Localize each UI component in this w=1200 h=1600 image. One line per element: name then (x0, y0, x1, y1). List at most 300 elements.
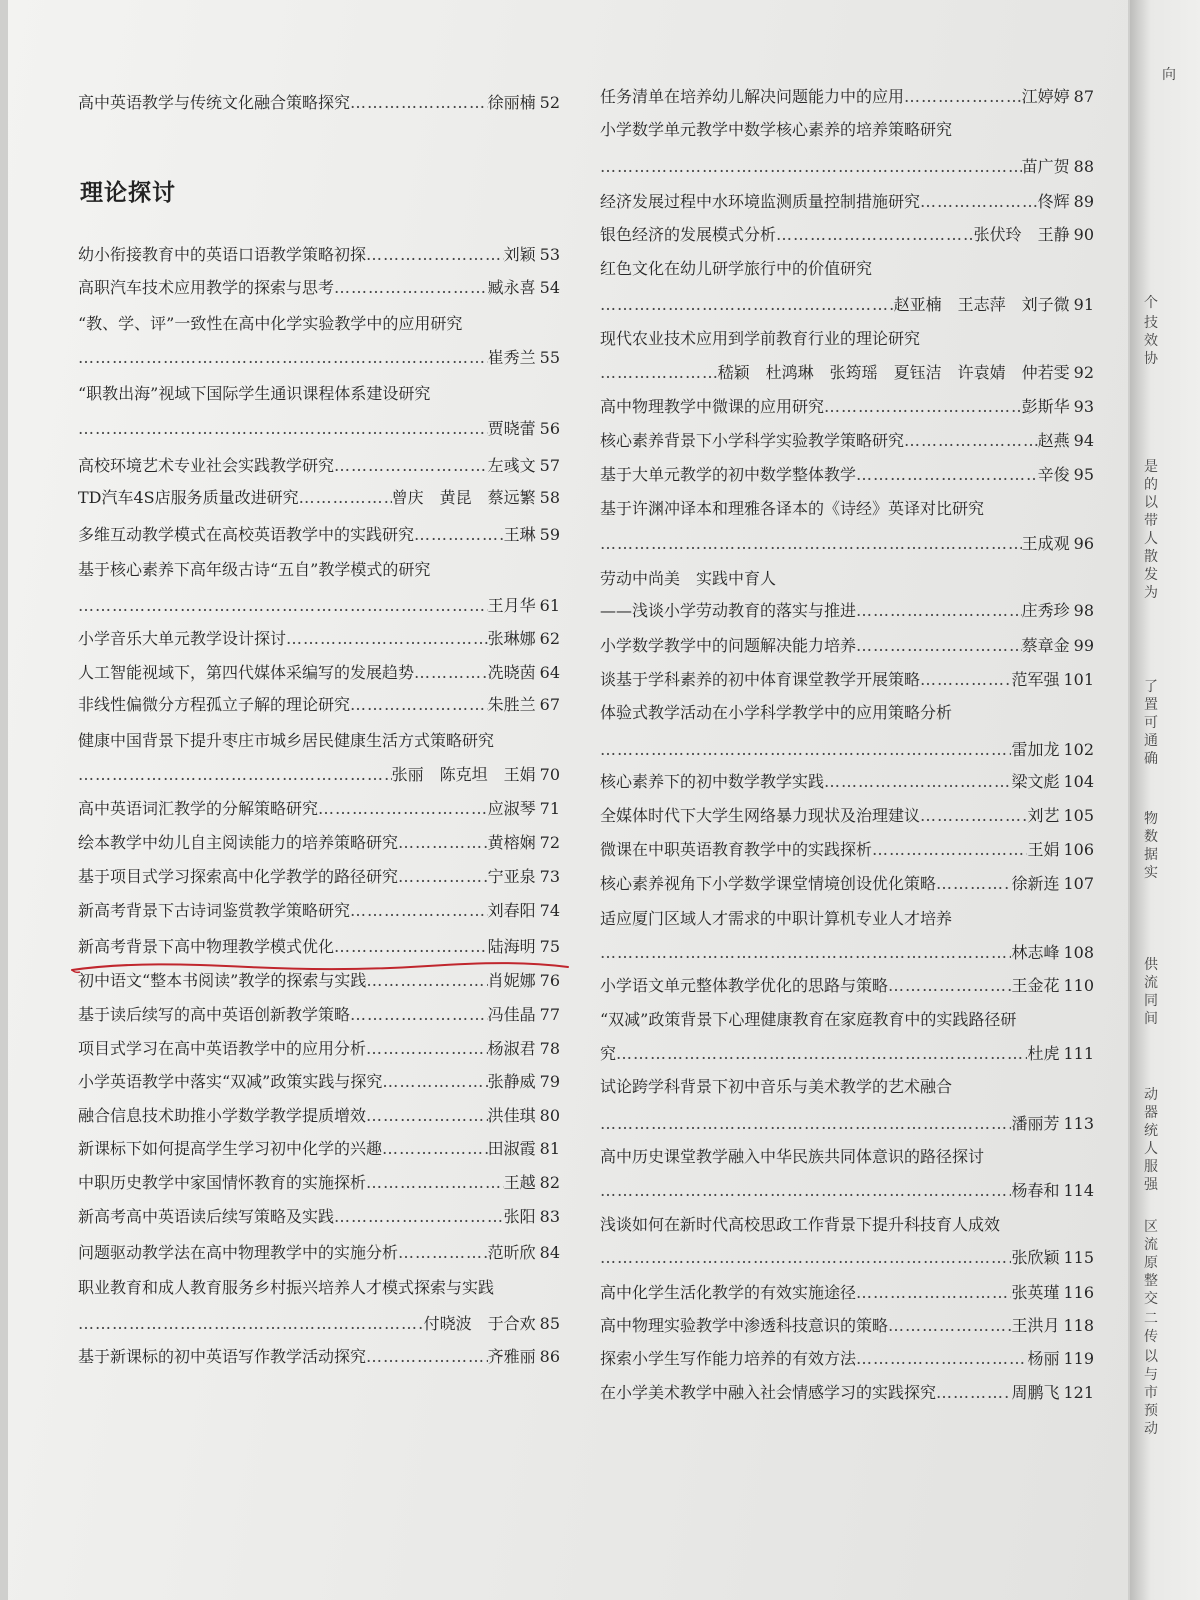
entry-author: 张欣颖 (1011, 1248, 1060, 1267)
toc-entry (78, 1069, 560, 1095)
entry-title: 高中英语词汇教学的分解策略研究 (78, 799, 319, 818)
entry-author: 朱胜兰 (487, 695, 536, 714)
adjacent-page-text-fragment: 以 (1144, 495, 1158, 511)
entry-page-number: 53 (539, 245, 560, 264)
dot-leader (600, 292, 894, 318)
dot-leader (78, 1311, 424, 1337)
entry-title: 新高考背景下古诗词鉴赏教学策略研究 (78, 901, 351, 920)
dot-leader (78, 593, 488, 619)
entry-page-number: 78 (539, 1039, 560, 1058)
toc-entry (78, 934, 560, 960)
adjacent-page-text-fragment: 置 (1144, 697, 1158, 713)
entry-title: 小学语文单元整体教学优化的思路与策略 (600, 976, 889, 995)
adjacent-page-text-fragment: 带 (1144, 513, 1158, 529)
toc-entry (600, 973, 1094, 999)
entry-author: 杨淑君 (487, 1039, 536, 1058)
entry-title: 经济发展过程中水环境监测质量控制措施研究 (600, 192, 921, 211)
dot-leader (286, 626, 488, 652)
adjacent-page-text-fragment: 动 (1144, 1087, 1158, 1103)
adjacent-page-text-fragment: 了 (1144, 679, 1158, 695)
toc-entry (78, 593, 560, 619)
adjacent-page-text-fragment: 人 (1144, 1141, 1158, 1157)
dot-leader (398, 1240, 488, 1266)
entry-title: 基于核心素养下高年级古诗“五自”教学模式的研究 (78, 560, 431, 579)
toc-entry (78, 90, 560, 116)
entry-title: 融合信息技术助推小学数学教学提质增效 (78, 1106, 367, 1125)
toc-entry (78, 416, 560, 442)
entry-author: 齐雅丽 (487, 1347, 536, 1366)
toc-entry (600, 394, 1094, 420)
entry-page-number: 76 (539, 971, 560, 990)
entry-page-number: 108 (1063, 943, 1094, 962)
entry-page-number: 75 (539, 937, 560, 956)
entry-author: 佟辉 (1037, 192, 1070, 211)
dot-leader (904, 84, 1022, 110)
toc-entry (600, 940, 1094, 966)
entry-title: 项目式学习在高中英语教学中的应用分析 (78, 1039, 367, 1058)
toc-entry (78, 692, 560, 718)
entry-page-number: 57 (539, 456, 560, 475)
toc-entry (600, 1144, 1094, 1170)
toc-entry (600, 292, 1094, 318)
toc-entry (600, 1212, 1094, 1238)
entry-title: 健康中国背景下提升枣庄市城乡居民健康生活方式策略研究 (78, 731, 495, 750)
adjacent-page-text-fragment: 统 (1144, 1123, 1158, 1139)
dot-leader (600, 360, 718, 386)
entry-page-number: 87 (1073, 87, 1094, 106)
entry-title: 谈基于学科素养的初中体育课堂教学开展策略 (600, 670, 921, 689)
entry-title: 微课在中职英语教育教学中的实践探析 (600, 840, 873, 859)
entry-author: 江婷婷 (1021, 87, 1070, 106)
dot-leader (600, 1111, 1011, 1137)
dot-leader (78, 345, 488, 371)
toc-entry (600, 326, 1094, 352)
toc-entry (78, 626, 560, 652)
entry-author: 张琳娜 (487, 629, 536, 648)
entry-author: 刘颖 (503, 245, 536, 264)
dot-leader (856, 1346, 1027, 1372)
adjacent-page-text-fragment: 协 (1144, 351, 1158, 367)
dot-leader (600, 1178, 1011, 1204)
entry-title: 核心素养背景下小学科学实验教学策略研究 (600, 431, 905, 450)
toc-entry (600, 1041, 1094, 1067)
adjacent-page-text-fragment: 动 (1144, 1421, 1158, 1437)
dot-leader (936, 1380, 1011, 1406)
dot-leader (414, 522, 504, 548)
toc-entry (78, 1170, 560, 1196)
adjacent-page-text-fragment: 发 (1144, 567, 1158, 583)
dot-leader (350, 1002, 488, 1028)
toc-entry (600, 496, 1094, 522)
entry-title: 基于许渊冲译本和理雅各译本的《诗经》英译对比研究 (600, 499, 985, 518)
dot-leader (334, 934, 488, 960)
dot-leader (366, 1036, 488, 1062)
toc-entry (600, 906, 1094, 932)
dot-leader (856, 633, 1022, 659)
entry-author: 应淑琴 (487, 799, 536, 818)
toc-entry (600, 667, 1094, 693)
entry-author: 辛俊 (1037, 465, 1070, 484)
adjacent-page-text-fragment: 供 (1144, 957, 1158, 973)
adjacent-page-text-fragment: 向 (1162, 67, 1176, 83)
toc-entry (600, 871, 1094, 897)
toc-entry (78, 242, 560, 268)
entry-page-number: 94 (1073, 431, 1094, 450)
toc-entry (78, 796, 560, 822)
entry-title: TD汽车4S店服务质量改进研究 (78, 488, 299, 507)
dot-leader (920, 667, 1011, 693)
entry-author: 肖妮娜 (487, 971, 536, 990)
entry-author: 贾晓蕾 (487, 419, 536, 438)
toc-entry (600, 1111, 1094, 1137)
entry-title: 试论跨学科背景下初中音乐与美术教学的艺术融合 (600, 1077, 953, 1096)
entry-page-number: 110 (1063, 976, 1094, 995)
dot-leader (78, 416, 488, 442)
entry-page-number: 121 (1063, 1383, 1094, 1402)
entry-page-number: 98 (1073, 601, 1094, 620)
entry-page-number: 81 (539, 1139, 560, 1158)
entry-page-number: 54 (539, 278, 560, 297)
entry-author: 黄榕娴 (487, 833, 536, 852)
entry-author: 冼晓茵 (487, 663, 536, 682)
adjacent-page-text-fragment: 服 (1144, 1159, 1158, 1175)
entry-title: 小学数学单元教学中数学核心素养的培养策略研究 (600, 120, 953, 139)
dot-leader (888, 973, 1011, 999)
entry-title: 非线性偏微分方程孤立子解的理论研究 (78, 695, 351, 714)
entry-page-number: 86 (539, 1347, 560, 1366)
adjacent-page-text-fragment: 散 (1144, 549, 1158, 565)
entry-title: 探索小学生写作能力培养的有效方法 (600, 1349, 857, 1368)
dot-leader (366, 242, 504, 268)
entry-title: 问题驱动教学法在高中物理教学中的实施分析 (78, 1243, 399, 1262)
entry-title: 在小学美术教学中融入社会情感学习的实践探究 (600, 1383, 937, 1402)
adjacent-page-edge (1130, 0, 1200, 1600)
entry-author: 宁亚泉 (487, 867, 536, 886)
entry-page-number: 118 (1063, 1316, 1094, 1335)
toc-entry (600, 598, 1094, 624)
entry-author: 杜虎 (1027, 1044, 1060, 1063)
entry-page-number: 113 (1063, 1114, 1094, 1133)
toc-entry (78, 1275, 560, 1301)
entry-title: 高职汽车技术应用教学的探索与思考 (78, 278, 335, 297)
toc-entry (78, 522, 560, 548)
entry-title: 幼小衔接教育中的英语口语教学策略初探 (78, 245, 367, 264)
dot-leader (856, 462, 1038, 488)
entry-title: 基于新课标的初中英语写作教学活动探究 (78, 1347, 367, 1366)
toc-entry (78, 830, 560, 856)
toc-entry (78, 1103, 560, 1129)
dot-leader (398, 830, 488, 856)
entry-author: 陆海明 (487, 937, 536, 956)
entry-author: 范军强 (1011, 670, 1060, 689)
toc-entry (600, 737, 1094, 763)
entry-author: 左彧文 (487, 456, 536, 475)
entry-title: 基于项目式学习探索高中化学教学的路径研究 (78, 867, 399, 886)
entry-title: 初中语文“整本书阅读”教学的探索与实践 (78, 971, 367, 990)
toc-entry (78, 381, 560, 407)
toc-entry (78, 1344, 560, 1370)
entry-author: 刘春阳 (487, 901, 536, 920)
entry-page-number: 105 (1063, 806, 1094, 825)
toc-entry (600, 700, 1094, 726)
entry-page-number: 71 (539, 799, 560, 818)
dot-leader (920, 803, 1027, 829)
entry-page-number: 79 (539, 1072, 560, 1091)
toc-entry (600, 1245, 1094, 1271)
entry-author: 王金花 (1011, 976, 1060, 995)
entry-page-number: 52 (539, 93, 560, 112)
entry-page-number: 99 (1073, 636, 1094, 655)
toc-entry (600, 803, 1094, 829)
adjacent-page-text-fragment: 据 (1144, 847, 1158, 863)
entry-page-number: 61 (539, 596, 560, 615)
entry-title: 基于读后续写的高中英语创新教学策略 (78, 1005, 351, 1024)
entry-page-number: 92 (1073, 363, 1094, 382)
entry-title: 高中历史课堂教学融入中华民族共同体意识的路径探讨 (600, 1147, 985, 1166)
entry-title: 新高考背景下高中物理教学模式优化 (78, 937, 335, 956)
entry-author: 赵燕 (1037, 431, 1070, 450)
dot-leader (824, 769, 1011, 795)
entry-page-number: 116 (1063, 1283, 1094, 1302)
entry-page-number: 107 (1063, 874, 1094, 893)
entry-page-number: 114 (1063, 1181, 1094, 1200)
entry-author: 张静威 (487, 1072, 536, 1091)
toc-entry (78, 345, 560, 371)
toc-entry (600, 1346, 1094, 1372)
entry-page-number: 102 (1063, 740, 1094, 759)
entry-author: 张阳 (503, 1207, 536, 1226)
entry-author: 徐丽楠 (487, 93, 536, 112)
adjacent-page-text-fragment: 预 (1144, 1403, 1158, 1419)
dot-leader (888, 1313, 1011, 1339)
entry-author: 张英瑾 (1011, 1283, 1060, 1302)
toc-entry (78, 1204, 560, 1230)
entry-title: 究 (600, 1044, 617, 1063)
entry-author: 杨春和 (1011, 1181, 1060, 1200)
adjacent-page-text-fragment: 原 (1144, 1255, 1158, 1271)
entry-author: 赵亚楠 王志萍 刘子微 (893, 295, 1070, 314)
entry-title: 多维互动教学模式在高校英语教学中的实践研究 (78, 525, 415, 544)
entry-page-number: 85 (539, 1314, 560, 1333)
entry-title: “职教出海”视域下国际学生通识课程体系建设研究 (78, 384, 431, 403)
adjacent-page-text-fragment: 流 (1144, 1237, 1158, 1253)
entry-author: 徐新连 (1011, 874, 1060, 893)
entry-page-number: 90 (1073, 225, 1094, 244)
entry-author: 苗广贺 (1021, 157, 1070, 176)
entry-author: 付晓波 于合欢 (423, 1314, 536, 1333)
dot-leader (616, 1041, 1027, 1067)
entry-page-number: 82 (539, 1173, 560, 1192)
entry-title: 人工智能视域下，第四代媒体采编写的发展趋势 (78, 663, 415, 682)
adjacent-page-text-fragment: 的 (1144, 477, 1158, 493)
entry-page-number: 83 (539, 1207, 560, 1226)
dot-leader (78, 762, 392, 788)
adjacent-page-text-fragment: 同 (1144, 993, 1158, 1009)
adjacent-page-text-fragment: 以 (1144, 1349, 1158, 1365)
toc-entry (78, 660, 560, 686)
toc-entry (78, 453, 560, 479)
entry-title: 基于大单元教学的初中数学整体教学 (600, 465, 857, 484)
toc-entry (78, 762, 560, 788)
entry-title: 新课标下如何提高学生学习初中化学的兴趣 (78, 1139, 383, 1158)
dot-leader (824, 394, 1022, 420)
entry-title: 适应厦门区域人才需求的中职计算机专业人才培养 (600, 909, 953, 928)
entry-author: 王娟 (1027, 840, 1060, 859)
entry-title: 全媒体时代下大学生网络暴力现状及治理建议 (600, 806, 921, 825)
toc-entry (600, 633, 1094, 659)
entry-page-number: 96 (1073, 534, 1094, 553)
dot-leader (366, 1170, 504, 1196)
entry-page-number: 64 (539, 663, 560, 682)
entry-author: 潘丽芳 (1011, 1114, 1060, 1133)
toc-entry (78, 728, 560, 754)
dot-leader (334, 453, 488, 479)
toc-entry (600, 189, 1094, 215)
entry-author: 林志峰 (1011, 943, 1060, 962)
entry-page-number: 56 (539, 419, 560, 438)
adjacent-page-text-fragment: 确 (1144, 751, 1158, 767)
entry-author: 田淑霞 (487, 1139, 536, 1158)
entry-author: 蔡章金 (1021, 636, 1070, 655)
dot-leader (414, 660, 488, 686)
entry-author: 周鹏飞 (1011, 1383, 1060, 1402)
entry-author: 曾庆 黄昆 蔡远繁 (391, 488, 536, 507)
dot-leader (600, 154, 1022, 180)
adjacent-page-text-fragment: 与 (1144, 1367, 1158, 1383)
adjacent-page-text-fragment: 强 (1144, 1177, 1158, 1193)
entry-author: 臧永喜 (487, 278, 536, 297)
entry-page-number: 95 (1073, 465, 1094, 484)
entry-title: 任务清单在培养幼儿解决问题能力中的应用 (600, 87, 905, 106)
entry-author: 王月华 (487, 596, 536, 615)
entry-page-number: 115 (1063, 1248, 1094, 1267)
toc-entry (600, 256, 1094, 282)
entry-page-number: 62 (539, 629, 560, 648)
toc-entry (600, 566, 1094, 592)
entry-author: 冯佳晶 (487, 1005, 536, 1024)
toc-entry (600, 1313, 1094, 1339)
toc-entry (600, 360, 1094, 386)
adjacent-page-text-fragment: 为 (1144, 585, 1158, 601)
dot-leader (382, 1069, 487, 1095)
entry-title: 高中物理实验教学中渗透科技意识的策略 (600, 1316, 889, 1335)
adjacent-page-text-fragment: 实 (1144, 865, 1158, 881)
entry-title: “双减”政策背景下心理健康教育在家庭教育中的实践路径研 (600, 1010, 1017, 1029)
adjacent-page-text-fragment: 物 (1144, 811, 1158, 827)
adjacent-page-text-fragment: 整 (1144, 1273, 1158, 1289)
entry-page-number: 67 (539, 695, 560, 714)
toc-entry (600, 769, 1094, 795)
entry-page-number: 80 (539, 1106, 560, 1125)
entry-title: 银色经济的发展模式分析 (600, 225, 777, 244)
entry-author: 王越 (503, 1173, 536, 1192)
adjacent-page-text-fragment: 效 (1144, 333, 1158, 349)
entry-page-number: 55 (539, 348, 560, 367)
section-heading: 理论探讨 (80, 180, 176, 206)
adjacent-page-text-fragment: 可 (1144, 715, 1158, 731)
dot-leader (350, 692, 488, 718)
toc-entry (78, 557, 560, 583)
adjacent-page-text-fragment: 通 (1144, 733, 1158, 749)
toc-page (8, 0, 1128, 1600)
dot-leader (366, 1103, 488, 1129)
entry-author: 王洪月 (1011, 1316, 1060, 1335)
entry-author: 张伏玲 王静 (973, 225, 1070, 244)
entry-page-number: 89 (1073, 192, 1094, 211)
dot-leader (382, 1136, 488, 1162)
toc-entry (600, 117, 1094, 143)
entry-title: 红色文化在幼儿研学旅行中的价值研究 (600, 259, 873, 278)
entry-page-number: 59 (539, 525, 560, 544)
entry-title: ——浅谈小学劳动教育的落实与推进 (600, 601, 857, 620)
entry-page-number: 91 (1073, 295, 1094, 314)
toc-entry (600, 222, 1094, 248)
entry-page-number: 106 (1063, 840, 1094, 859)
entry-page-number: 119 (1063, 1349, 1094, 1368)
entry-page-number: 88 (1073, 157, 1094, 176)
dot-leader (776, 222, 974, 248)
toc-entry (78, 1311, 560, 1337)
entry-page-number: 84 (539, 1243, 560, 1262)
toc-entry (600, 1280, 1094, 1306)
dot-leader (872, 837, 1027, 863)
adjacent-page-text-fragment: 人 (1144, 531, 1158, 547)
dot-leader (600, 737, 1011, 763)
entry-author: 庄秀珍 (1021, 601, 1070, 620)
entry-title: “教、学、评”一致性在高中化学实验教学中的应用研究 (78, 314, 463, 333)
adjacent-page-text-fragment: 间 (1144, 1011, 1158, 1027)
toc-entry (78, 311, 560, 337)
entry-title: 高中英语教学与传统文化融合策略探究 (78, 93, 351, 112)
dot-leader (936, 871, 1011, 897)
entry-author: 张丽 陈克坦 王娟 (391, 765, 536, 784)
dot-leader (334, 1204, 504, 1230)
entry-title: 绘本教学中幼儿自主阅读能力的培养策略研究 (78, 833, 399, 852)
dot-leader (350, 90, 488, 116)
toc-entry (78, 1002, 560, 1028)
dot-leader (334, 275, 488, 301)
entry-title: 核心素养下的初中数学教学实践 (600, 772, 825, 791)
dot-leader (299, 485, 392, 511)
entry-title: 小学英语教学中落实“双减”政策实践与探究 (78, 1072, 383, 1091)
entry-title: 现代农业技术应用到学前教育行业的理论研究 (600, 329, 921, 348)
entry-title: 体验式教学活动在小学科学教学中的应用策略分析 (600, 703, 953, 722)
dot-leader (856, 598, 1022, 624)
entry-author: 刘艺 (1027, 806, 1060, 825)
adjacent-page-text-fragment: 是 (1144, 459, 1158, 475)
toc-entry (600, 1380, 1094, 1406)
adjacent-page-text-fragment: 二 (1144, 1311, 1158, 1327)
entry-title: 新高考高中英语读后续写策略及实践 (78, 1207, 335, 1226)
entry-page-number: 93 (1073, 397, 1094, 416)
dot-leader (398, 864, 488, 890)
dot-leader (318, 796, 488, 822)
toc-entry (600, 1007, 1094, 1033)
entry-page-number: 77 (539, 1005, 560, 1024)
entry-page-number: 101 (1063, 670, 1094, 689)
entry-title: 小学音乐大单元教学设计探讨 (78, 629, 287, 648)
dot-leader (920, 189, 1038, 215)
toc-entry (78, 275, 560, 301)
entry-page-number: 72 (539, 833, 560, 852)
toc-entry (600, 1074, 1094, 1100)
adjacent-page-text-fragment: 市 (1144, 1385, 1158, 1401)
adjacent-page-text-fragment: 传 (1144, 1329, 1158, 1345)
dot-leader (904, 428, 1038, 454)
dot-leader (856, 1280, 1011, 1306)
toc-entry (78, 864, 560, 890)
toc-entry (600, 154, 1094, 180)
